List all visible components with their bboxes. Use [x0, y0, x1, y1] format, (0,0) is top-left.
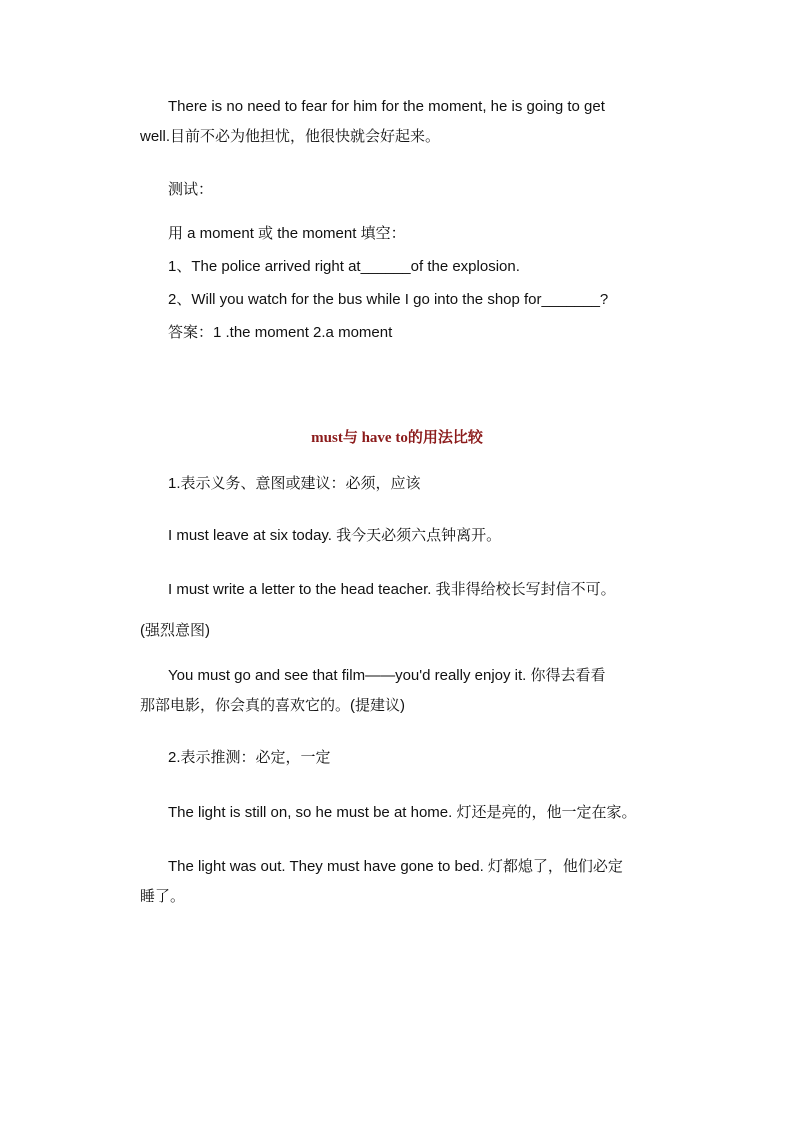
test-instruction: 用 a moment 或 the moment 填空： [168, 225, 406, 242]
example-sentence-2: I must write a letter to the head teacher. 我非得给校长写封信不可。 [168, 581, 616, 598]
test-label: 测试： [168, 181, 214, 198]
example-sentence-5-line-2: 睡了。 [140, 888, 186, 905]
usage-point-1: 1.表示义务、意图或建议：必须，应该 [168, 475, 421, 492]
example-sentence-4: The light is still on, so he must be at home. 灯还是亮的，他一定在家。 [168, 804, 637, 821]
example-sentence-2-note: (强烈意图) [140, 622, 210, 639]
test-question-2: 2、Will you watch for the bus while I go into the shop for_______? [168, 291, 609, 308]
example-sentence-line-2: well.目前不必为他担忧，他很快就会好起来。 [140, 128, 441, 145]
example-sentence-1: I must leave at six today. 我今天必须六点钟离开。 [168, 527, 502, 544]
example-sentence-5-line-1: The light was out. They must have gone to bed. 灯都熄了，他们必定 [168, 858, 623, 875]
section-title: must与 have to的用法比较 [311, 430, 483, 446]
test-question-1: 1、The police arrived right at______of the explosion. [168, 258, 520, 275]
test-answer: 答案：1 .the moment 2.a moment [168, 324, 393, 341]
usage-point-2: 2.表示推测：必定，一定 [168, 749, 331, 766]
example-sentence-line-1: There is no need to fear for him for the moment, he is going to get [168, 98, 605, 115]
example-sentence-3-line-2: 那部电影，你会真的喜欢它的。(提建议) [140, 697, 405, 714]
example-sentence-3-line-1: You must go and see that film——you'd really enjoy it. 你得去看看 [168, 667, 606, 684]
